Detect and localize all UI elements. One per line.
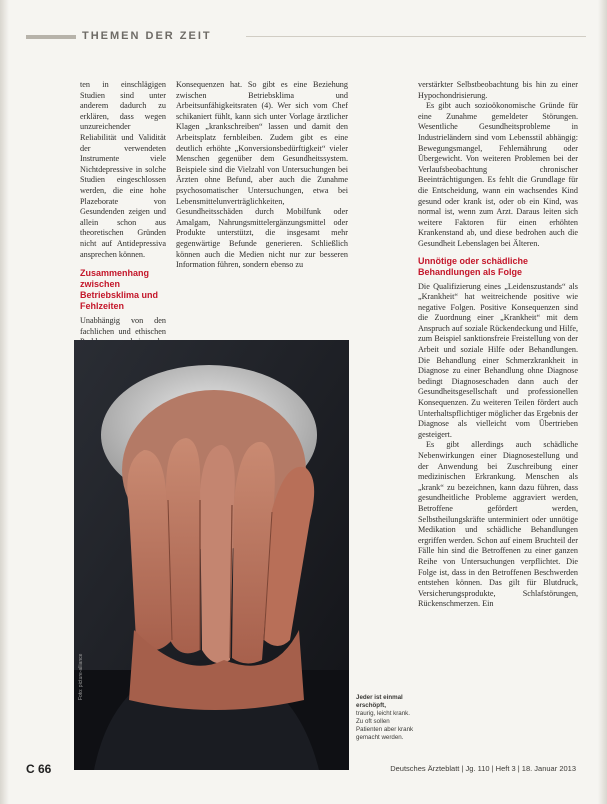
section-header (26, 30, 586, 44)
paragraph: Es gibt auch sozioökonomische Gründe für eine Zunahme gemeldeter Störungen. Wesentliche Gesundheitsprobleme in Industrieländern sind vom Lebensstil abhängig: Bewegungsmangel, Fehlernährung oder Übergewicht. Von weiteren Problemen bei der Verlaufsbeobachtung chronischer Beeinträchtigungen. Es fehlt die Grundlage für die Entscheidung, wann ein wachsendes Kind gesund oder krank ist, oder ob ein Kind, was normal ist, wenn zum Arzt. Daraus leiten sich weitere Faktoren für einen erhöhten Krankenstand ab, und diese bedrohen auch die Gesundheit Lebenslagen bei Älteren. (418, 101, 578, 248)
caption-lead: Jeder ist einmal erschöpft, (356, 694, 403, 709)
photo-caption (356, 694, 414, 742)
paragraph: ten in einschlägigen Studien sind unter anderem dadurch zu erklären, dass wegen unzureichender Reliabilität und Validität der verwendeten Instrumente viele Nichtdepressive in solche Studien eingeschlossen werden, die eine hohe Plazeborate von Gesundenden zeigen und allein schon aus theoretischen Gründen nicht auf Antidepressiva ansprechen können. (80, 80, 166, 259)
photo-credit: Foto: picture-alliance (78, 653, 84, 700)
paragraph: Unabhängig von den fachlichen und ethischen (80, 316, 166, 336)
page-edge-right (598, 0, 607, 804)
page-edge-left (0, 0, 9, 804)
subheading: Unnötige oder schädliche Behandlungen als Folge (418, 255, 529, 277)
paragraph: Es gibt allerdings auch schädliche Nebenwirkungen einer Diagnosestellung und der Anwendung bei Zuschreibung einer medizinischen Erkrankung. Menschen als „krank“ zu bezeichnen, kann dazu führen, dass gesundheitliche Probleme aggraviert werden, Betroffene gefördert werden, Selbstheilungskräfte unterminiert oder unnötige Medikation und schädliche Behandlungen ergriffen werden. Schon auf einem Bruchteil der Fälle hin sind die Betroffenen zu einer ganzen Reihe von Untersuchungen verpflichtet. Die Folge ist, dass in den Betroffenen Beschwerden entstehen können. Das gilt für Blutdruck, Versicherungsprodukte, Schlafstörungen, Rückenschmerzen. Ein (418, 440, 578, 609)
section-title: THEMEN DER ZEIT (82, 30, 212, 42)
publication-info: Deutsches Ärzteblatt | Jg. 110 | Heft 3 | 18. Januar 2013 (390, 764, 576, 773)
page-number: C 66 (26, 762, 52, 776)
caption-text: traurig, leicht krank. Zu oft sollen Patienten aber krank gemacht werden. (356, 710, 414, 741)
paragraph: Die Qualifizierung eines „Leidenszustands“ als „Krankheit“ hat weitreichende positive wie negative Folgen. Positive Konsequenzen sind die Zuordnung einer „Krankheit“ mit dem Anspruch auf soziale Rückendeckung und Hilfe, zum Beispiel sanktionsfreie Freistellung von der Arbeit und soziale Hilfe oder Behandlungen. Die Behandlung einer Schmerzkrankheit in Diagnose zu einer Behandlung ohne Diagnose bedingt Diagnoseschaden dann auch der Gesundheitsgesellschaft und professionellen Konsequenzen. Zu weiteren Teilen fördert auch Unterhaltspflichtiger möglicher das Ergebnis der Diagnose als vielleicht vom Übertrieben gesteigert. (418, 281, 578, 439)
text-column-2 (176, 80, 348, 271)
header-bar (26, 35, 76, 39)
page-footer (26, 762, 582, 778)
subheading: Zusammenhang zwischen Betriebsklima und Fehlzeiten (80, 268, 159, 312)
article-photo (74, 340, 349, 770)
text-column-3 (418, 80, 578, 610)
man-covering-face-image (74, 340, 349, 770)
paragraph: verstärkter Selbstbeobachtung bis hin zu einer Hypochondrisierung. (418, 80, 578, 100)
header-rule (246, 36, 586, 37)
paragraph: Konsequenzen hat. So gibt es eine Beziehung zwischen Betriebsklima und Arbeitsunfähigkeitsraten (4). Wer sich vom Chef schikaniert fühlt, kann sich unter Vorlage ärztlicher Klagen „krankschreiben“ lassen und damit den Arbeitsplatz fernbleiben. Zudem gibt es eine deutlich erhöhte „Konversionsbedürftigkeit“ vieler Menschen gegenüber dem Gesundheitssystem. Beispiele sind die Vielzahl von Untersuchungen bei Ärzten ohne Befund, aber auch die Zunahme psychosomatischer Untersuchungen, etwa bei Lebensmittelunverträglichkeiten, Gesundheitsschäden durch Mobilfunk oder Amalgam, Nahrungsmittelergänzungsmittel oder Produkte unterstützt, die insgesamt mehr gegenwärtige Befunde generieren. Schließlich können auch die Medien nicht nur zur besseren Information führen, sondern ebenso zu (176, 80, 348, 270)
